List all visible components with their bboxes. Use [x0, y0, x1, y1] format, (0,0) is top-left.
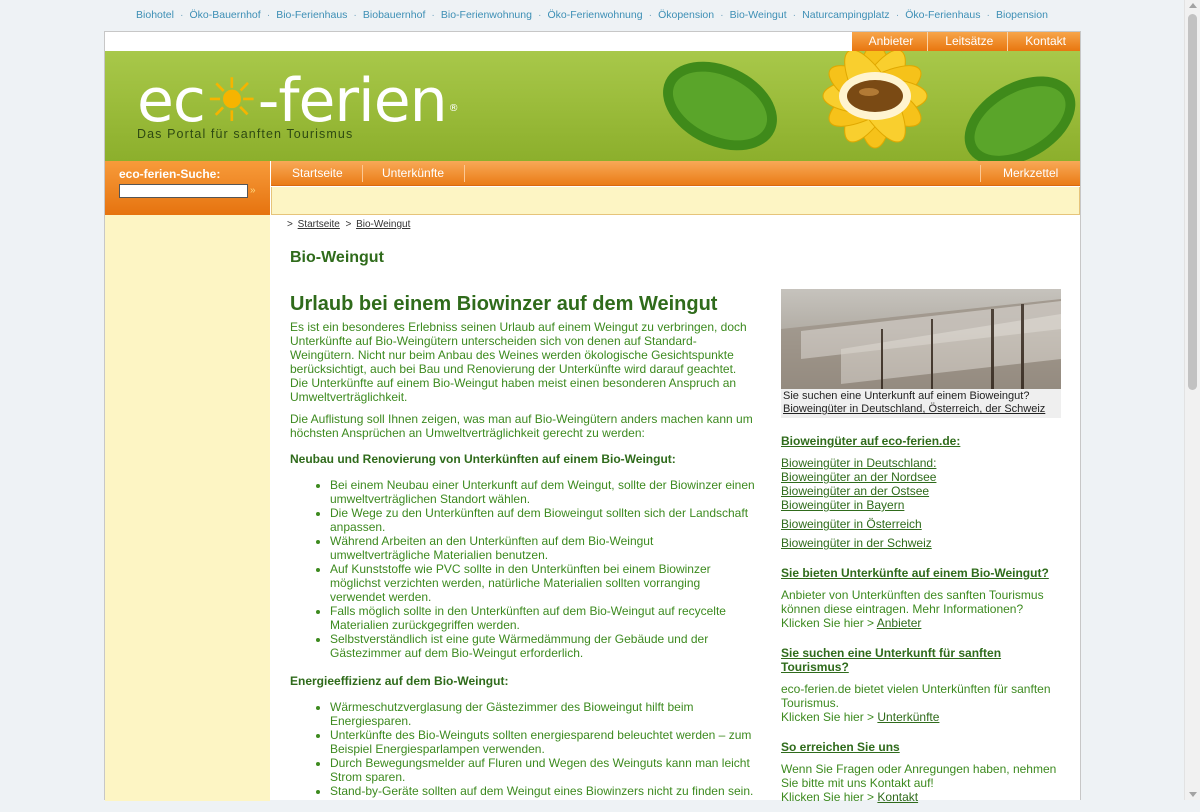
- logo-tagline: Das Portal für sanften Tourismus: [137, 127, 354, 141]
- list-item: • Durch Bewegungsmelder auf Fluren und Wegen des Weinguts kann man leicht Strom sparen.: [330, 756, 755, 784]
- sidebar-heading-bioweingueter: [781, 434, 1061, 448]
- article-intro: Es ist ein besonderes Erlebniss seinen Urlaub auf einem Weingut zu verbringen, doch Unterkünfte auf Bio-Weingütern unterscheiden sich von denen auf Standard-Weingütern. Nicht nur beim Anbau des Weines werden ökologische Gesichtspunkte berücksichtigt, auch bei Bau und Renovierung der Unterkünfte wird darauf geachtet. Die Unterkünfte auf einem Bio-Weingut haben meist einen besonderen Anspruch an Umweltverträglichkeit.: [290, 320, 747, 404]
- bieten-description: Anbieter von Unterkünften des sanften Tourismus können diese eintragen. Mehr Informationen?: [781, 588, 1044, 616]
- page-title: Bio-Weingut: [290, 249, 384, 266]
- sidebar-heading-link[interactable]: Sie suchen eine Unterkunft für sanften Tourismus?: [781, 646, 1002, 674]
- top-nav-leitsaetze[interactable]: Leitsätze: [927, 32, 1007, 51]
- bieten-text: [781, 588, 1061, 630]
- top-link[interactable]: Ökopension: [658, 9, 715, 21]
- erreichen-description: Wenn Sie Fragen oder Anregungen haben, nehmen Sie bitte mit uns Kontakt auf!: [781, 762, 1057, 790]
- search-go-button[interactable]: »: [250, 185, 256, 196]
- erreichen-text: [781, 762, 1061, 804]
- suchen-text: [781, 682, 1061, 724]
- article: [290, 292, 755, 812]
- nav-divider: [464, 165, 465, 182]
- sidebar-heading-bieten: [781, 566, 1061, 580]
- breadcrumb-current[interactable]: Bio-Weingut: [356, 219, 411, 230]
- top-link-separator: ·: [648, 9, 653, 21]
- list-item: • Während Arbeiten an den Unterkünften auf dem Bio-Weingut umweltverträgliche Materialien benutzen.: [330, 534, 755, 562]
- sidebar-heading-link[interactable]: Sie bieten Unterkünfte auf einem Bio-Weingut?: [781, 566, 1049, 580]
- top-link-separator: ·: [986, 9, 990, 21]
- top-link-separator: ·: [792, 9, 797, 21]
- erreichen-click: Klicken Sie hier >: [781, 790, 875, 804]
- energy-list: [290, 700, 755, 798]
- top-nav: [852, 32, 1080, 51]
- link-nordsee[interactable]: Bioweingüter an der Nordsee: [781, 470, 937, 484]
- caption-link[interactable]: Bioweingüter in Deutschland, Österreich, der Schweiz: [783, 403, 1046, 415]
- top-link[interactable]: Naturcampingplatz: [802, 9, 890, 21]
- article-heading: Urlaub bei einem Biowinzer auf dem Weingut: [290, 293, 718, 315]
- section-heading-renovation: Neubau und Renovierung von Unterkünften auf einem Bio-Weingut:: [290, 452, 676, 466]
- top-link-separator: ·: [895, 9, 900, 21]
- top-link[interactable]: Biopension: [995, 9, 1048, 21]
- top-bar: [105, 32, 1080, 51]
- breadcrumb: [287, 219, 410, 230]
- logo-text-end: -ferien: [257, 66, 447, 136]
- top-link[interactable]: Öko-Bauernhof: [189, 9, 261, 21]
- article-intro-2: Die Auflistung soll Ihnen zeigen, was man auf Bio-Weingütern anders machen kann um höchsten Ansprüchen an Umweltverträglichkeit gerecht zu werden:: [290, 412, 753, 440]
- link-anbieter[interactable]: Anbieter: [876, 616, 922, 630]
- vineyard-photo: [781, 289, 1061, 389]
- suchen-click: Klicken Sie hier >: [781, 710, 875, 724]
- list-item: • Auf Kunststoffe wie PVC sollte in den Unterkünften bei einem Biowinzer möglichst verzichten werden, natürliche Materialien sollten vorranging verwendet werden.: [330, 562, 755, 604]
- scroll-down-icon[interactable]: [1189, 792, 1197, 797]
- link-schweiz[interactable]: Bioweingüter in der Schweiz: [781, 536, 932, 550]
- list-item: • Die Wege zu den Unterkünften auf dem Bioweingut sollten sich der Landschaft anpassen.: [330, 506, 755, 534]
- list-item: • Unterkünfte des Bio-Weinguts sollten energiesparend beleuchtet werden – zum Beispiel Energiesparlampen verwenden.: [330, 728, 755, 756]
- scroll-up-icon[interactable]: [1189, 3, 1197, 8]
- breadcrumb-separator: >: [287, 219, 293, 230]
- breadcrumb-home[interactable]: Startseite: [297, 219, 340, 230]
- top-link[interactable]: Öko-Ferienhaus: [905, 9, 981, 21]
- renovation-list: [290, 478, 755, 660]
- link-ostsee[interactable]: Bioweingüter an der Ostsee: [781, 484, 930, 498]
- sidebar-heading-link[interactable]: So erreichen Sie uns: [781, 740, 900, 754]
- link-unterkuenfte[interactable]: Unterkünfte: [877, 710, 940, 724]
- top-link[interactable]: Bio-Ferienhaus: [276, 9, 348, 21]
- top-nav-anbieter[interactable]: Anbieter: [868, 34, 914, 48]
- sidebar-heading-link[interactable]: Bioweingüter auf eco-ferien.de:: [781, 434, 961, 448]
- list-item: • Stand-by-Geräte sollten auf dem Weingut eines Biowinzers nicht zu finden sein.: [330, 784, 755, 798]
- registered-mark: ®: [448, 103, 458, 114]
- sun-icon: ☀: [204, 66, 258, 136]
- top-nav-kontakt[interactable]: Kontakt: [1007, 32, 1080, 51]
- top-links-bar: [0, 6, 1184, 24]
- main-nav: [271, 161, 1080, 186]
- search-input[interactable]: [119, 184, 248, 198]
- link-oesterreich[interactable]: Bioweingüter in Österreich: [781, 517, 922, 531]
- link-deutschland[interactable]: Bioweingüter in Deutschland:: [781, 456, 937, 470]
- top-link-separator: ·: [266, 9, 271, 21]
- sidebar-heading-erreichen: [781, 740, 1061, 754]
- sub-nav-bar: [271, 187, 1080, 215]
- page-container: [104, 31, 1081, 804]
- top-link[interactable]: Bio-Weingut: [729, 9, 787, 21]
- right-sidebar: [781, 289, 1061, 804]
- main-nav-merkzettel[interactable]: Merkzettel: [1003, 166, 1059, 180]
- main-nav-startseite[interactable]: Startseite: [292, 166, 343, 180]
- top-link-separator: ·: [720, 9, 724, 21]
- top-link-separator: ·: [537, 9, 542, 21]
- section-heading-energy: Energieeffizienz auf dem Bio-Weingut:: [290, 674, 509, 688]
- photo-caption: [781, 389, 1061, 418]
- top-link-separator: ·: [353, 9, 357, 21]
- header-banner: [105, 51, 1080, 161]
- vineyard-image: [781, 289, 1061, 389]
- top-link-separator: ·: [179, 9, 184, 21]
- left-sidebar: [105, 161, 270, 801]
- bieten-click: Klicken Sie hier >: [781, 616, 875, 630]
- sunflower-illustration: [660, 51, 1080, 161]
- scrollbar-thumb[interactable]: [1188, 14, 1197, 390]
- top-link[interactable]: Öko-Ferienwohnung: [547, 9, 643, 21]
- list-item: • Bei einem Neubau einer Unterkunft auf dem Weingut, sollte der Biowinzer einen umweltverträglichen Standort wählen.: [330, 478, 755, 506]
- search-box: [105, 161, 270, 215]
- nav-divider: [362, 165, 363, 182]
- main-nav-unterkuenfte[interactable]: Unterkünfte: [382, 166, 445, 180]
- link-bayern[interactable]: Bioweingüter in Bayern: [781, 498, 905, 512]
- top-link[interactable]: Bio-Ferienwohnung: [440, 9, 532, 21]
- nav-divider: [980, 165, 981, 182]
- region-links: [781, 456, 1061, 550]
- vertical-scrollbar[interactable]: [1184, 0, 1200, 800]
- suchen-description: eco-ferien.de bietet vielen Unterkünften für sanften Tourismus.: [781, 682, 1051, 710]
- list-item: • Selbstverständlich ist eine gute Wärmedämmung der Gebäude und der Gästezimmer auf dem Bio-Weingut erforderlich.: [330, 632, 755, 660]
- search-label: eco-ferien-Suche:: [119, 167, 221, 181]
- list-item: • Wärmeschutzverglasung der Gästezimmer des Bioweingut hilft beim Energiesparen.: [330, 700, 755, 728]
- top-link[interactable]: Biohotel: [136, 9, 174, 21]
- list-item: • Falls möglich sollte in den Unterkünften auf dem Bio-Weingut auf recycelte Materialien zurückgegriffen werden.: [330, 604, 755, 632]
- top-link-separator: ·: [431, 9, 435, 21]
- breadcrumb-separator: >: [345, 219, 352, 230]
- link-kontakt[interactable]: Kontakt: [877, 790, 919, 804]
- top-link[interactable]: Biobauernhof: [362, 9, 426, 21]
- sidebar-heading-suchen: [781, 646, 1061, 674]
- logo-text-start: ec: [137, 66, 205, 136]
- caption-text: Sie suchen eine Unterkunft auf einem Bioweingut?: [783, 390, 1030, 402]
